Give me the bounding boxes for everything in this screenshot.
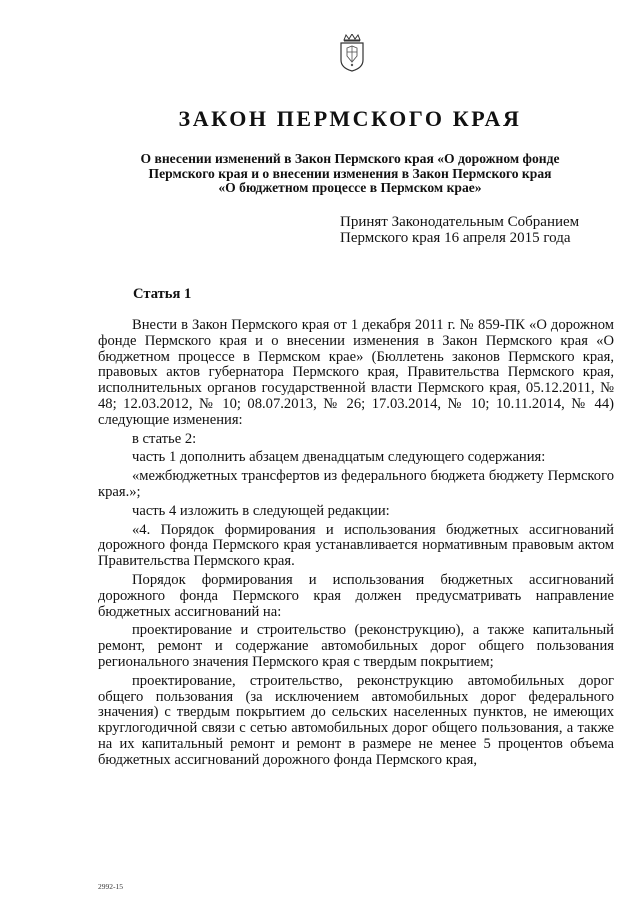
law-title: ЗАКОН ПЕРМСКОГО КРАЯ [178, 106, 522, 131]
paragraph: «4. Порядок формирования и использования бюджетных ассигнований дорожного фонда Пермского края устанавливается нормативным правовым актом Правительства Пермского края. [98, 521, 614, 570]
subtitle-line: «О бюджетном процессе в Пермском крае» [218, 180, 482, 195]
paragraph: проектирование, строительство, реконструкцию автомобильных дорог общего пользования (за исключением автомобильных дорог федерального значения) с твердым покрытием до сельских населенных пунктов, не имеющих круглогодичной связи с сетью автомобильных дорог общего пользования, а также на их капитальный ремонт и ремонт в размере не менее 5 процентов объема бюджетных ассигнований дорожного фонда Пермского края, [98, 672, 614, 768]
paragraph: «межбюджетных трансфертов из федерального бюджета бюджету Пермского края.»; [98, 468, 614, 500]
paragraph: Порядок формирования и использования бюджетных ассигнований дорожного фонда Пермского края должен предусматривать направление бюджетных ассигнований на: [98, 571, 614, 620]
article-heading: Статья 1 [133, 286, 192, 302]
subtitle-line: О внесении изменений в Закон Пермского края «О дорожном фонде [140, 151, 560, 166]
paragraph: проектирование и строительство (реконструкцию), а также капитальный ремонт, ремонт и содержание автомобильных дорог общего пользования регионального значения Пермского края с твердым покрытием; [98, 622, 614, 670]
paragraph: в статье 2: [132, 430, 197, 447]
adoption-line: Принят Законодательным Собранием [340, 214, 580, 230]
law-subtitle [115, 152, 585, 196]
paragraph: часть 4 изложить в следующей редакции: [132, 502, 390, 519]
adoption-note [340, 214, 579, 246]
article-body [98, 318, 614, 769]
coat-of-arms-icon [338, 34, 366, 72]
adoption-line: Пермского края 16 апреля 2015 года [340, 230, 571, 246]
subtitle-line: Пермского края и о внесении изменения в Закон Пермского края [148, 165, 552, 181]
paragraph: часть 1 дополнить абзацем двенадцатым следующего содержания: [132, 449, 546, 466]
paragraph: Внести в Закон Пермского края от 1 декабря 2011 г. № 859-ПК «О дорожном фонде Пермского края и о внесении изменения в Закон Пермского края «О бюджетном процессе в Пермском крае» (Бюллетень законов Пермского края, правовых актов губернатора Пермского края, Правительства Пермского края, исполнительных органов государственной власти Пермского края, 05.12.2011, № 48; 12.03.2012, № 10; 08.07.2013, № 26; 17.03.2014, № 10; 10.11.2014, № 44) следующие изменения: [98, 317, 614, 428]
document-code: 2992-15 [98, 882, 123, 891]
